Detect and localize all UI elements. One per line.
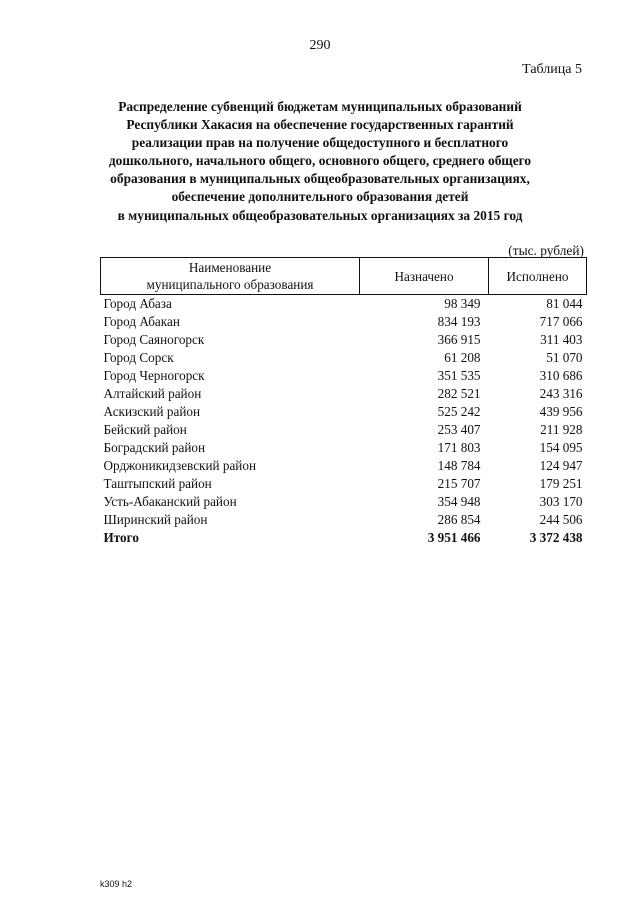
header-executed: Исполнено: [489, 258, 587, 295]
units-label: (тыс. рублей): [508, 243, 584, 258]
page-number: 290: [309, 38, 331, 53]
cell-assigned: 171 803: [437, 440, 481, 455]
table-row: [101, 349, 587, 367]
title-line: Распределение субвенций бюджетам муниципальных образований: [118, 99, 522, 114]
table-row: [101, 403, 587, 421]
cell-municipality: Бейский район: [103, 422, 187, 437]
cell-municipality: Орджоникидзевский район: [103, 458, 257, 473]
cell-executed: 310 686: [539, 368, 583, 383]
cell-assigned: 834 193: [437, 314, 481, 329]
header-name-line2: муниципального образования: [146, 277, 314, 292]
cell-municipality: Город Сорск: [103, 350, 174, 365]
document-title: [60, 98, 580, 225]
cell-municipality: Алтайский район: [103, 386, 202, 401]
cell-municipality: Таштыпский район: [103, 476, 212, 491]
header-municipality: [101, 258, 360, 295]
footer-code: k309 h2: [100, 879, 133, 889]
cell-assigned: 61 208: [444, 350, 481, 365]
cell-assigned: 354 948: [437, 494, 481, 509]
cell-assigned: 98 349: [444, 296, 481, 311]
cell-municipality: Город Черногорск: [103, 368, 205, 383]
table-label: Таблица 5: [522, 62, 582, 77]
cell-municipality: Город Абаза: [103, 296, 172, 311]
title-line: образования в муниципальных общеобразовательных организациях,: [110, 171, 530, 187]
table-row: [101, 475, 587, 493]
cell-assigned: 351 535: [437, 368, 481, 383]
title-line: Республики Хакасия на обеспечение государственных гарантий: [126, 117, 514, 133]
cell-executed: 439 956: [539, 404, 583, 419]
title-line: в муниципальных общеобразовательных организациях за 2015 год: [117, 207, 523, 223]
cell-executed: 311 403: [540, 332, 583, 347]
cell-assigned: 215 707: [437, 476, 481, 491]
cell-executed: 3 372 438: [529, 530, 583, 545]
table-row: [101, 439, 587, 457]
table-body: [101, 295, 587, 548]
total-row: [101, 529, 587, 547]
table-row: [101, 385, 587, 403]
cell-assigned: 3 951 466: [427, 530, 481, 545]
cell-executed: 124 947: [539, 458, 583, 473]
title-line: обеспечение дополнительного образования детей: [171, 189, 469, 205]
cell-assigned: 286 854: [437, 512, 481, 527]
cell-executed: 211 928: [540, 422, 583, 437]
cell-executed: 244 506: [539, 512, 583, 527]
table-row: [101, 313, 587, 331]
cell-assigned: 282 521: [437, 386, 481, 401]
cell-municipality: Ширинский район: [103, 512, 208, 527]
cell-municipality: Город Саяногорск: [103, 332, 205, 347]
cell-assigned: 366 915: [437, 332, 481, 347]
table-row: [101, 295, 587, 314]
table-row: [101, 367, 587, 385]
cell-assigned: 148 784: [437, 458, 481, 473]
cell-municipality: Итого: [103, 530, 139, 545]
cell-assigned: 525 242: [437, 404, 481, 419]
cell-executed: 303 170: [539, 494, 583, 509]
cell-executed: 154 095: [539, 440, 583, 455]
cell-municipality: Боградский район: [103, 440, 206, 455]
cell-municipality: Усть-Абаканский район: [103, 494, 237, 509]
cell-executed: 81 044: [546, 296, 583, 311]
table-row: [101, 421, 587, 439]
cell-municipality: Аскизский район: [103, 404, 201, 419]
cell-executed: 243 316: [539, 386, 583, 401]
header-name-line1: Наименование: [188, 260, 272, 275]
table-row: [101, 511, 587, 529]
table-row: [101, 493, 587, 511]
title-line: дошкольного, начального общего, основного общего, среднего общего: [108, 153, 532, 169]
cell-executed: 717 066: [539, 314, 583, 329]
cell-executed: 179 251: [539, 476, 583, 491]
table-row: [101, 331, 587, 349]
cell-assigned: 253 407: [437, 422, 481, 437]
table-row: [101, 457, 587, 475]
subventions-table: [100, 257, 587, 547]
table-header-row: [101, 258, 587, 295]
cell-executed: 51 070: [546, 350, 583, 365]
header-assigned: Назначено: [360, 258, 489, 295]
title-line: реализации прав на получение общедоступного и бесплатного: [131, 135, 509, 151]
cell-municipality: Город Абакан: [103, 314, 180, 329]
